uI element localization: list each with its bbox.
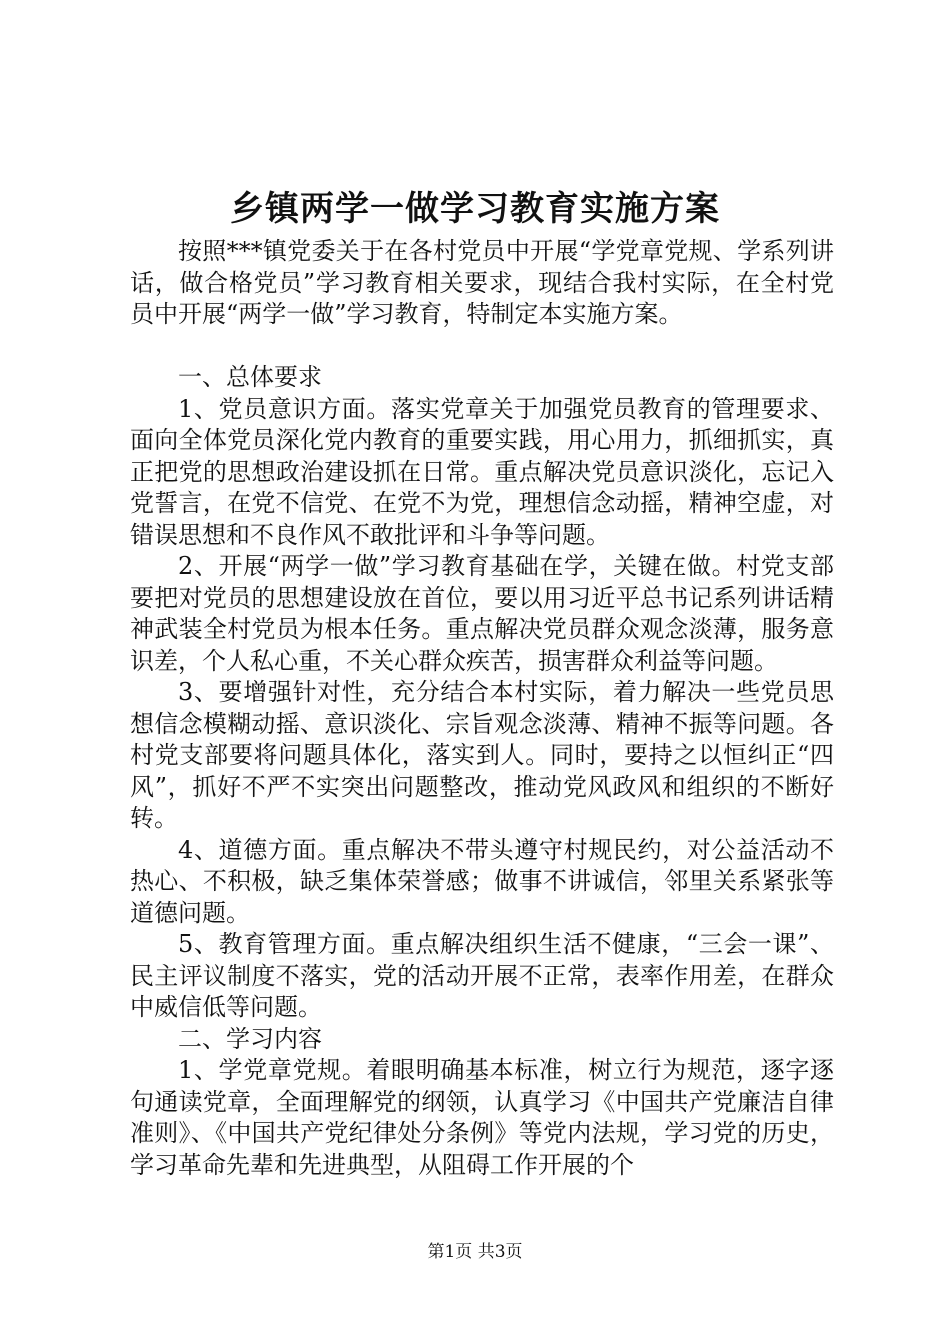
section-heading: 一、总体要求 xyxy=(178,363,322,391)
paragraph: 2、开展“两学一做”学习教育基础在学，关键在做。村党支部要把对党员的思想建设放在首位，要以用习近平总书记系列讲话精神武装全村党员为根本任务。重点解决党员群众观念淡薄，服务意识差，个人私心重，不关心群众疾苦，损害群众利益等问题。 xyxy=(130,552,834,675)
paragraph: 4、道德方面。重点解决不带头遵守村规民约，对公益活动不热心、不积极，缺乏集体荣誉感；做事不讲诚信，邻里关系紧张等道德问题。 xyxy=(130,835,834,927)
document-title: 乡镇两学一做学习教育实施方案 xyxy=(230,189,720,229)
section-heading: 二、学习内容 xyxy=(178,1024,322,1053)
page-number: 第1页 共3页 xyxy=(427,1242,523,1262)
paragraph: 1、学党章党规。着眼明确基本标准，树立行为规范，逐字逐句通读党章，全面理解党的纲领，认真学习《中国共产党廉洁自律准则》、《中国共产党纪律处分条例》等党内法规，学习党的历史，学习革命先辈和先进典型，从阻碍工作开展的个 xyxy=(130,1056,834,1179)
paragraph: 5、教育管理方面。重点解决组织生活不健康，“三会一课”、民主评议制度不落实，党的活动开展不正常，表率作用差，在群众中威信低等问题。 xyxy=(130,930,834,1021)
intro-paragraph: 按照***镇党委关于在各村党员中开展“学党章党规、学系列讲话，做合格党员”学习教育相关要求，现结合我村实际，在全村党员中开展“两学一做”学习教育，特制定本实施方案。 xyxy=(130,237,834,328)
document-body xyxy=(130,236,834,1181)
paragraph: 1、党员意识方面。落实党章关于加强党员教育的管理要求、面向全体党员深化党内教育的重要实践，用心用力，抓细抓实，真正把党的思想政治建设抓在日常。重点解决党员意识淡化，忘记入党誓言，在党不信党、在党不为党，理想信念动摇，精神空虚，对错误思想和不良作风不敢批评和斗争等问题。 xyxy=(130,394,834,549)
paragraph: 3、要增强针对性，充分结合本村实际，着力解决一些党员思想信念模糊动摇、意识淡化、宗旨观念淡薄、精神不振等问题。各村党支部要将问题具体化，落实到人。同时，要持之以恒纠正“四风”，抓好不严不实突出问题整改，推动党风政风和组织的不断好转。 xyxy=(130,678,834,832)
blank-line xyxy=(130,331,834,363)
